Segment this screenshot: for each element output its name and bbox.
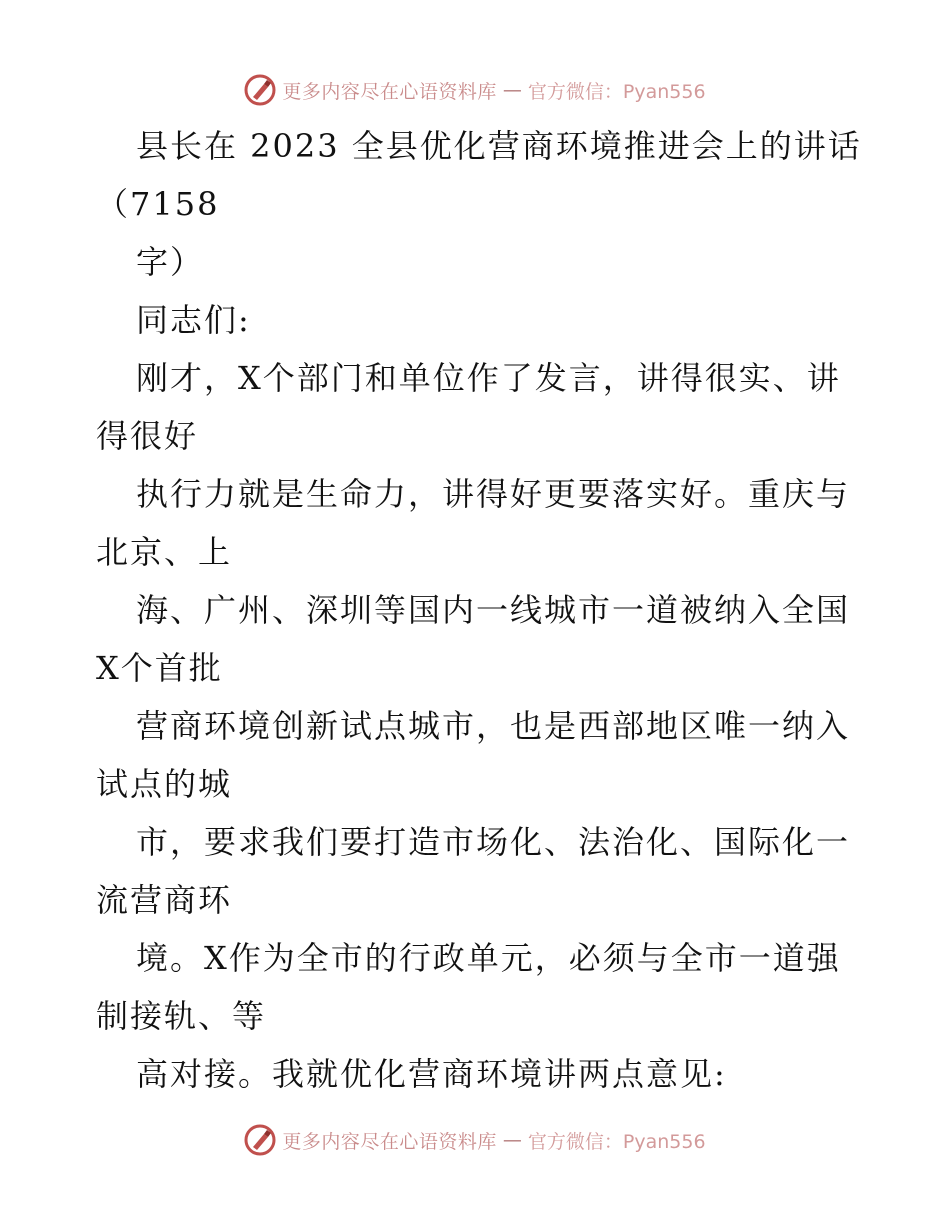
paragraph-5-line-2: 流营商环 bbox=[96, 881, 233, 919]
watermark-separator: — bbox=[502, 79, 522, 101]
paragraph-4-line-2: 试点的城 bbox=[96, 765, 233, 803]
paragraph-1-line-2: 得很好 bbox=[96, 417, 199, 455]
header-watermark bbox=[0, 70, 950, 110]
watermark-separator: — bbox=[502, 1129, 522, 1151]
watermark-text: 更多内容尽在心语资料库 bbox=[282, 1130, 497, 1153]
paragraph-7-line-1: 高对接。我就优化营商环境讲两点意见: bbox=[136, 1055, 727, 1093]
paragraph-1-line-1: 刚才，X个部门和单位作了发言，讲得很实、讲 bbox=[136, 359, 841, 397]
title-line-1: 县长在 2023 全县优化营商环境推进会上的讲话 bbox=[136, 127, 862, 165]
paragraph-4-line-1: 营商环境创新试点城市，也是西部地区唯一纳入 bbox=[136, 707, 851, 745]
paragraph-3-line-2: X个首批 bbox=[96, 649, 223, 687]
paragraph-3-line-1: 海、广州、深圳等国内一线城市一道被纳入全国 bbox=[136, 591, 851, 629]
watermark-account: 官方微信：Pyan556 bbox=[527, 1130, 706, 1153]
paragraph-6-line-2: 制接轨、等 bbox=[96, 997, 267, 1035]
pen-logo-icon bbox=[244, 1124, 276, 1156]
title-line-3: 字） bbox=[136, 243, 205, 281]
pen-logo-icon bbox=[244, 74, 276, 106]
watermark-account: 官方微信：Pyan556 bbox=[527, 80, 706, 103]
watermark-text: 更多内容尽在心语资料库 bbox=[282, 80, 497, 103]
salutation: 同志们: bbox=[136, 301, 251, 339]
paragraph-2-line-2: 北京、上 bbox=[96, 533, 233, 571]
footer-watermark bbox=[0, 1120, 950, 1160]
paragraph-2-line-1: 执行力就是生命力，讲得好更要落实好。重庆与 bbox=[136, 475, 851, 513]
paragraph-6-line-1: 境。X作为全市的行政单元，必须与全市一道强 bbox=[136, 939, 841, 977]
paragraph-5-line-1: 市，要求我们要打造市场化、法治化、国际化一 bbox=[136, 823, 851, 861]
title-line-2: （7158 bbox=[96, 185, 220, 223]
